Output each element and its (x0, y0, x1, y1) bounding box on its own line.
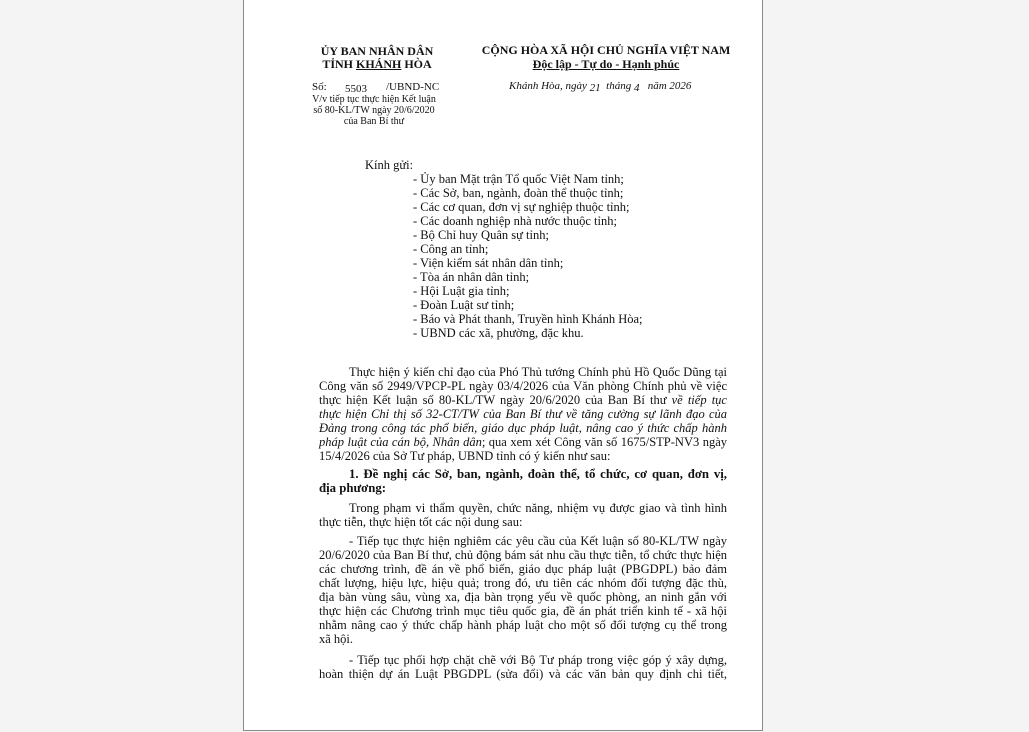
national-motto: Độc lập - Tự do - Hạnh phúc (532, 57, 680, 71)
recipient-item: - Các Sở, ban, ngành, đoàn thể thuộc tỉnh; (413, 186, 624, 200)
national-title: CỘNG HÒA XÃ HỘI CHỦ NGHĨA VIỆT NAM (481, 43, 731, 57)
document-page (243, 0, 763, 731)
recipient-item: - Các cơ quan, đơn vị sự nghiệp thuộc tỉnh; (413, 200, 630, 214)
recipient-item: - Viện kiểm sát nhân dân tỉnh; (413, 256, 564, 270)
subject-line-3: của Ban Bí thư (343, 116, 405, 127)
recipient-item: - Công an tỉnh; (413, 242, 489, 256)
issuer-name-line2: TỈNH KHÁNH HÒA (322, 57, 432, 71)
recipients-label: Kính gửi: (365, 158, 414, 172)
recipient-item: - UBND các xã, phường, đặc khu. (413, 326, 584, 340)
recipient-item: - Đoàn Luật sư tỉnh; (413, 298, 515, 312)
date-line: Khánh Hòa, ngày 21 tháng 4 năm 2026 (509, 80, 692, 94)
doc-number: 5503 (345, 83, 367, 95)
section-1-paragraph-1: Trong phạm vi thẩm quyền, chức năng, nhiệm vụ được giao và tình hình thực tiễn, thực hiện tốt các nội dung sau: (319, 501, 727, 529)
recipient-item: - Ủy ban Mặt trận Tổ quốc Việt Nam tỉnh; (413, 172, 624, 186)
recipient-item: - Hội Luật gia tỉnh; (413, 284, 510, 298)
section-1-heading: 1. Đề nghị các Sở, ban, ngành, đoàn thể, tổ chức, cơ quan, đơn vị, địa phương: (319, 467, 727, 495)
recipient-item: - Bộ Chỉ huy Quân sự tỉnh; (413, 228, 549, 242)
subject-line-1: V/v tiếp tục thực hiện Kết luận (312, 94, 436, 105)
intro-paragraph: Thực hiện ý kiến chỉ đạo của Phó Thủ tướng Chính phủ Hồ Quốc Dũng tại Công văn số 2949/VPCP-PL ngày 03/4/2026 của Văn phòng Chính phủ về việc thực hiện Kết luận số 80-KL/TW ngày 20/6/2020 của Ban Bí thư về tiếp tục thực hiện Chỉ thị số 32-CT/TW của Ban Bí thư về tăng cường sự lãnh đạo của Đảng trong công tác phổ biến, giáo dục pháp luật, nâng cao ý thức chấp hành pháp luật của cán bộ, Nhân dân; qua xem xét Công văn số 1675/STP-NV3 ngày 15/4/2026 của Sở Tư pháp, UBND tỉnh có ý kiến như sau: (319, 365, 727, 463)
recipient-item: - Các doanh nghiệp nhà nước thuộc tỉnh; (413, 214, 617, 228)
recipient-item: - Tòa án nhân dân tỉnh; (413, 270, 530, 284)
recipient-item: - Báo và Phát thanh, Truyền hình Khánh Hòa; (413, 312, 643, 326)
issuer-name-line1: ỦY BAN NHÂN DÂN (320, 44, 434, 58)
subject-line-2: số 80-KL/TW ngày 20/6/2020 (313, 105, 435, 116)
section-1-paragraph-2: - Tiếp tục thực hiện nghiêm các yêu cầu của Kết luận số 80-KL/TW ngày 20/6/2020 của Ban Bí thư, chủ động bám sát nhu cầu thực tiễn, tổ chức thực hiện các chương trình, đề án về phổ biến, giáo dục pháp luật (PBGDPL) bảo đảm chất lượng, hiệu lực, hiệu quả; trong đó, ưu tiên các nhóm đối tượng đặc thù, địa bàn vùng sâu, vùng xa, địa bàn trọng yếu về quốc phòng, an ninh gắn với thực hiện các Chương trình mục tiêu quốc gia, đề án phát triển kinh tế - xã hội nhằm nâng cao ý thức chấp hành pháp luật cho một số đối tượng cụ thể trong xã hội. (319, 534, 727, 646)
doc-number-suffix: /UBND-NC (386, 81, 440, 93)
doc-number-label: Số: (312, 81, 327, 93)
section-1-paragraph-3: - Tiếp tục phối hợp chặt chẽ với Bộ Tư pháp trong việc góp ý xây dựng, hoàn thiện dự án Luật PBGDPL (sửa đổi) và các văn bản quy định chi tiết, (319, 653, 727, 681)
